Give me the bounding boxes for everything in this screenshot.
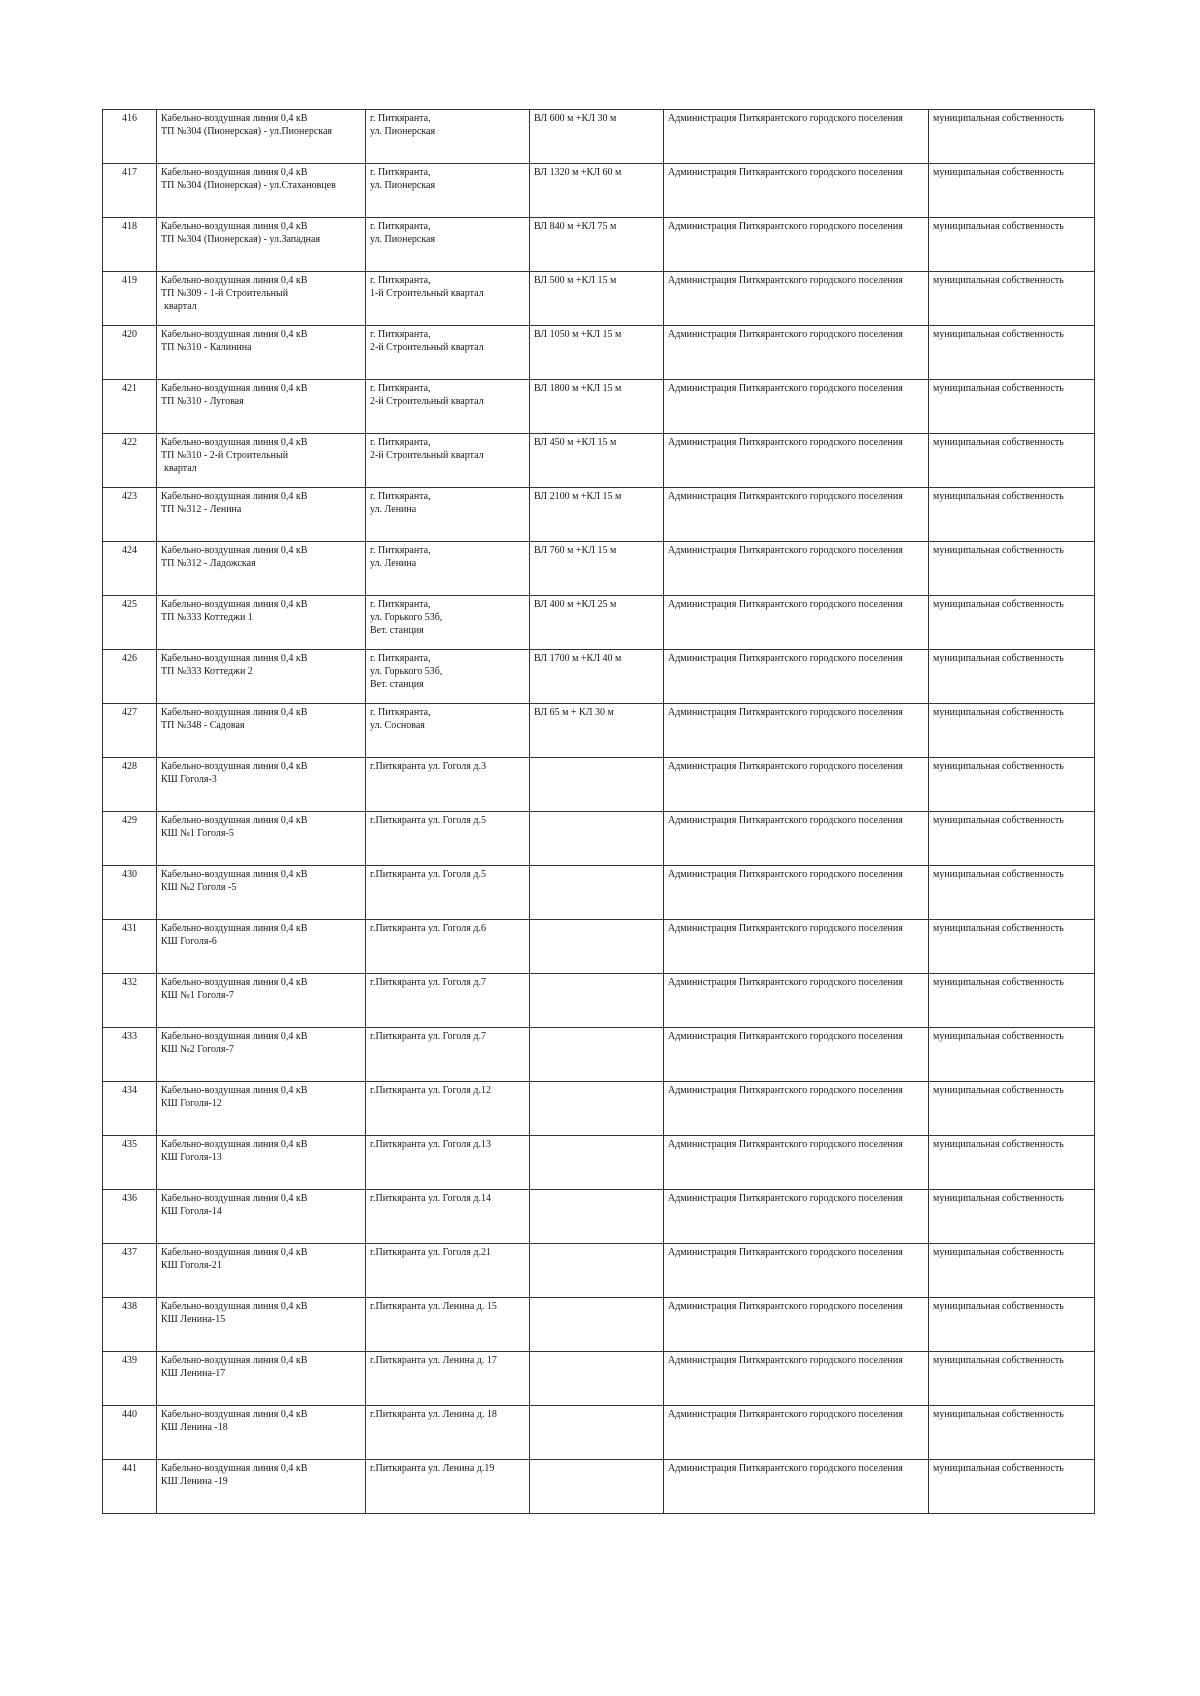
- object-name-line: КШ Ленина -19: [161, 1476, 228, 1487]
- row-number: 430: [103, 866, 157, 920]
- table-row: [103, 1244, 1095, 1298]
- row-number: 432: [103, 974, 157, 1028]
- row-number: 420: [103, 326, 157, 380]
- object-address-line: г.Питкяранта ул. Ленина д. 18: [370, 1409, 497, 1420]
- object-name-line: Кабельно-воздушная линия 0,4 кВ: [161, 707, 308, 718]
- line-length: ВЛ 1320 м +КЛ 60 м: [530, 164, 664, 218]
- ownership-type: муниципальная собственность: [929, 1028, 1095, 1082]
- object-address: [366, 758, 530, 812]
- object-address-line: г. Питкяранта,: [370, 167, 431, 178]
- ownership-type: муниципальная собственность: [929, 488, 1095, 542]
- ownership-type: муниципальная собственность: [929, 974, 1095, 1028]
- object-address: [366, 1352, 530, 1406]
- line-length: [530, 1136, 664, 1190]
- ownership-type: муниципальная собственность: [929, 650, 1095, 704]
- object-address-line: г. Питкяранта,: [370, 275, 431, 286]
- row-number: 439: [103, 1352, 157, 1406]
- row-number: 436: [103, 1190, 157, 1244]
- object-name: [157, 1082, 366, 1136]
- table-row: [103, 164, 1095, 218]
- object-name-line: Кабельно-воздушная линия 0,4 кВ: [161, 1139, 308, 1150]
- ownership-type: муниципальная собственность: [929, 380, 1095, 434]
- object-name: [157, 704, 366, 758]
- object-address-line: ул. Пионерская: [370, 234, 436, 245]
- object-address-line: 2-й Строительный квартал: [370, 396, 484, 407]
- row-number: 424: [103, 542, 157, 596]
- table-row: [103, 218, 1095, 272]
- object-address-line: г. Питкяранта,: [370, 599, 431, 610]
- object-name-line: КШ Гоголя-12: [161, 1098, 222, 1109]
- object-name-line: ТП №310 - Калинина: [161, 342, 252, 353]
- object-address: [366, 488, 530, 542]
- object-address-line: ул. Пионерская: [370, 180, 436, 191]
- object-name-line: ТП №312 - Ленина: [161, 504, 242, 515]
- object-address-line: г.Питкяранта ул. Гоголя д.6: [370, 923, 486, 934]
- rights-holder: Администрация Питкярантского городского поселения: [664, 596, 929, 650]
- object-name-line: ТП №309 - 1-й Строительный: [161, 288, 289, 299]
- line-length: ВЛ 840 м +КЛ 75 м: [530, 218, 664, 272]
- object-address-line: г. Питкяранта,: [370, 221, 431, 232]
- object-name: [157, 488, 366, 542]
- object-name: [157, 866, 366, 920]
- object-address-line: 2-й Строительный квартал: [370, 342, 484, 353]
- rights-holder: Администрация Питкярантского городского поселения: [664, 164, 929, 218]
- object-address: [366, 218, 530, 272]
- row-number: 437: [103, 1244, 157, 1298]
- ownership-type: муниципальная собственность: [929, 1460, 1095, 1514]
- rights-holder: Администрация Питкярантского городского поселения: [664, 1082, 929, 1136]
- row-number: 425: [103, 596, 157, 650]
- object-name: [157, 542, 366, 596]
- table-row: [103, 1136, 1095, 1190]
- rights-holder: Администрация Питкярантского городского поселения: [664, 1298, 929, 1352]
- rights-holder: Администрация Питкярантского городского поселения: [664, 218, 929, 272]
- object-address: [366, 110, 530, 164]
- rights-holder: Администрация Питкярантского городского поселения: [664, 974, 929, 1028]
- object-name: [157, 110, 366, 164]
- object-name-line: КШ Гоголя-21: [161, 1260, 222, 1271]
- rights-holder: Администрация Питкярантского городского поселения: [664, 272, 929, 326]
- line-length: [530, 1352, 664, 1406]
- object-name: [157, 920, 366, 974]
- object-name: [157, 326, 366, 380]
- ownership-type: муниципальная собственность: [929, 596, 1095, 650]
- object-name-line: ТП №310 - Луговая: [161, 396, 244, 407]
- line-length: [530, 1082, 664, 1136]
- object-name-line: Кабельно-воздушная линия 0,4 кВ: [161, 1193, 308, 1204]
- object-name-line: Кабельно-воздушная линия 0,4 кВ: [161, 491, 308, 502]
- line-length: [530, 1244, 664, 1298]
- object-address: [366, 1406, 530, 1460]
- line-length: ВЛ 1700 м +КЛ 40 м: [530, 650, 664, 704]
- object-address: [366, 1298, 530, 1352]
- object-address-line: г.Питкяранта ул. Ленина д. 17: [370, 1355, 497, 1366]
- object-address-line: г.Питкяранта ул. Гоголя д.5: [370, 869, 486, 880]
- ownership-type: муниципальная собственность: [929, 326, 1095, 380]
- object-address: [366, 164, 530, 218]
- object-address: [366, 1190, 530, 1244]
- line-length: [530, 812, 664, 866]
- object-address-line: г.Питкяранта ул. Ленина д.19: [370, 1463, 495, 1474]
- object-name-line: ТП №312 - Ладожская: [161, 558, 256, 569]
- object-name-line: Кабельно-воздушная линия 0,4 кВ: [161, 167, 308, 178]
- object-address-line: 2-й Строительный квартал: [370, 450, 484, 461]
- line-length: ВЛ 400 м +КЛ 25 м: [530, 596, 664, 650]
- object-name: [157, 1190, 366, 1244]
- ownership-type: муниципальная собственность: [929, 272, 1095, 326]
- object-name: [157, 380, 366, 434]
- rights-holder: Администрация Питкярантского городского поселения: [664, 488, 929, 542]
- object-address: [366, 704, 530, 758]
- table-row: [103, 434, 1095, 488]
- line-length: ВЛ 2100 м +КЛ 15 м: [530, 488, 664, 542]
- rights-holder: Администрация Питкярантского городского поселения: [664, 1136, 929, 1190]
- table-row: [103, 1460, 1095, 1514]
- object-name: [157, 974, 366, 1028]
- rights-holder: Администрация Питкярантского городского поселения: [664, 1460, 929, 1514]
- object-name-line: квартал: [164, 463, 197, 474]
- table-row: [103, 920, 1095, 974]
- object-address: [366, 650, 530, 704]
- rights-holder: Администрация Питкярантского городского поселения: [664, 380, 929, 434]
- object-address-line: ул. Сосновая: [370, 720, 425, 731]
- object-name-line: КШ Гоголя-14: [161, 1206, 222, 1217]
- table-row: [103, 1298, 1095, 1352]
- object-name-line: ТП №310 - 2-й Строительный: [161, 450, 289, 461]
- object-name-line: ТП №304 (Пионерская) - ул.Западная: [161, 234, 321, 245]
- object-address: [366, 1136, 530, 1190]
- object-name-line: Кабельно-воздушная линия 0,4 кВ: [161, 329, 308, 340]
- object-address-line: г.Питкяранта ул. Ленина д. 15: [370, 1301, 497, 1312]
- ownership-type: муниципальная собственность: [929, 164, 1095, 218]
- object-address: [366, 1028, 530, 1082]
- object-address-line: Вет. станция: [370, 625, 424, 636]
- object-address: [366, 542, 530, 596]
- object-address: [366, 326, 530, 380]
- ownership-type: муниципальная собственность: [929, 1190, 1095, 1244]
- row-number: 431: [103, 920, 157, 974]
- line-length: ВЛ 760 м +КЛ 15 м: [530, 542, 664, 596]
- object-name-line: ТП №333 Коттеджи 2: [161, 666, 253, 677]
- object-address-line: ул. Горького 53б,: [370, 612, 443, 623]
- object-address-line: г. Питкяранта,: [370, 653, 431, 664]
- object-address-line: г.Питкяранта ул. Гоголя д.14: [370, 1193, 491, 1204]
- object-name: [157, 596, 366, 650]
- line-length: [530, 974, 664, 1028]
- object-name-line: КШ №1 Гоголя-5: [161, 828, 234, 839]
- table-row: [103, 596, 1095, 650]
- rights-holder: Администрация Питкярантского городского поселения: [664, 1244, 929, 1298]
- object-name: [157, 434, 366, 488]
- ownership-type: муниципальная собственность: [929, 1244, 1095, 1298]
- object-address-line: г.Питкяранта ул. Гоголя д.7: [370, 1031, 486, 1042]
- object-name: [157, 758, 366, 812]
- line-length: [530, 1298, 664, 1352]
- ownership-type: муниципальная собственность: [929, 704, 1095, 758]
- line-length: [530, 920, 664, 974]
- object-name-line: Кабельно-воздушная линия 0,4 кВ: [161, 1247, 308, 1258]
- object-name-line: Кабельно-воздушная линия 0,4 кВ: [161, 923, 308, 934]
- object-address-line: г. Питкяранта,: [370, 383, 431, 394]
- ownership-type: муниципальная собственность: [929, 1406, 1095, 1460]
- object-address: [366, 812, 530, 866]
- ownership-type: муниципальная собственность: [929, 1352, 1095, 1406]
- table-row: [103, 380, 1095, 434]
- row-number: 440: [103, 1406, 157, 1460]
- object-name-line: Кабельно-воздушная линия 0,4 кВ: [161, 545, 308, 556]
- ownership-type: муниципальная собственность: [929, 1136, 1095, 1190]
- object-name-line: КШ Гоголя-13: [161, 1152, 222, 1163]
- line-length: [530, 1460, 664, 1514]
- object-name-line: КШ Гоголя-3: [161, 774, 217, 785]
- object-name-line: Кабельно-воздушная линия 0,4 кВ: [161, 653, 308, 664]
- ownership-type: муниципальная собственность: [929, 110, 1095, 164]
- row-number: 427: [103, 704, 157, 758]
- row-number: 426: [103, 650, 157, 704]
- object-name: [157, 272, 366, 326]
- object-name-line: ТП №304 (Пионерская) - ул.Стахановцев: [161, 180, 336, 191]
- object-address-line: г. Питкяранта,: [370, 113, 431, 124]
- row-number: 428: [103, 758, 157, 812]
- object-name: [157, 1460, 366, 1514]
- table-row: [103, 812, 1095, 866]
- object-address-line: Вет. станция: [370, 679, 424, 690]
- object-name-line: КШ Ленина-17: [161, 1368, 226, 1379]
- object-name: [157, 218, 366, 272]
- object-name-line: Кабельно-воздушная линия 0,4 кВ: [161, 815, 308, 826]
- ownership-type: муниципальная собственность: [929, 434, 1095, 488]
- table-row: [103, 1190, 1095, 1244]
- rights-holder: Администрация Питкярантского городского поселения: [664, 1190, 929, 1244]
- row-number: 416: [103, 110, 157, 164]
- object-name-line: Кабельно-воздушная линия 0,4 кВ: [161, 761, 308, 772]
- row-number: 419: [103, 272, 157, 326]
- table-row: [103, 758, 1095, 812]
- object-name: [157, 1136, 366, 1190]
- line-length: ВЛ 65 м + КЛ 30 м: [530, 704, 664, 758]
- row-number: 441: [103, 1460, 157, 1514]
- object-name-line: ТП №304 (Пионерская) - ул.Пионерская: [161, 126, 333, 137]
- object-address-line: г.Питкяранта ул. Гоголя д.21: [370, 1247, 491, 1258]
- table-row: [103, 704, 1095, 758]
- object-address: [366, 1082, 530, 1136]
- object-name-line: Кабельно-воздушная линия 0,4 кВ: [161, 599, 308, 610]
- object-name-line: КШ Ленина-15: [161, 1314, 226, 1325]
- table-row: [103, 650, 1095, 704]
- object-address: [366, 974, 530, 1028]
- object-address: [366, 920, 530, 974]
- object-name: [157, 164, 366, 218]
- object-name-line: Кабельно-воздушная линия 0,4 кВ: [161, 275, 308, 286]
- object-name-line: КШ Ленина -18: [161, 1422, 228, 1433]
- rights-holder: Администрация Питкярантского городского поселения: [664, 812, 929, 866]
- object-name-line: Кабельно-воздушная линия 0,4 кВ: [161, 1355, 308, 1366]
- object-name: [157, 1028, 366, 1082]
- line-length: [530, 1028, 664, 1082]
- table-row: [103, 1406, 1095, 1460]
- object-address-line: г.Питкяранта ул. Гоголя д.7: [370, 977, 486, 988]
- line-length: [530, 1406, 664, 1460]
- object-name-line: Кабельно-воздушная линия 0,4 кВ: [161, 221, 308, 232]
- object-name-line: квартал: [164, 301, 197, 312]
- table-row: [103, 866, 1095, 920]
- row-number: 438: [103, 1298, 157, 1352]
- object-name-line: Кабельно-воздушная линия 0,4 кВ: [161, 437, 308, 448]
- row-number: 417: [103, 164, 157, 218]
- ownership-type: муниципальная собственность: [929, 1298, 1095, 1352]
- rights-holder: Администрация Питкярантского городского поселения: [664, 1406, 929, 1460]
- object-address-line: г. Питкяранта,: [370, 491, 431, 502]
- object-name: [157, 1244, 366, 1298]
- registry-table-body: [103, 110, 1095, 1514]
- object-name-line: Кабельно-воздушная линия 0,4 кВ: [161, 1085, 308, 1096]
- object-address: [366, 866, 530, 920]
- object-address: [366, 1460, 530, 1514]
- object-address-line: ул. Ленина: [370, 558, 417, 569]
- line-length: ВЛ 1800 м +КЛ 15 м: [530, 380, 664, 434]
- rights-holder: Администрация Питкярантского городского поселения: [664, 920, 929, 974]
- line-length: ВЛ 500 м +КЛ 15 м: [530, 272, 664, 326]
- object-address: [366, 272, 530, 326]
- rights-holder: Администрация Питкярантского городского поселения: [664, 1028, 929, 1082]
- line-length: [530, 1190, 664, 1244]
- object-name-line: Кабельно-воздушная линия 0,4 кВ: [161, 383, 308, 394]
- object-name: [157, 1298, 366, 1352]
- object-name-line: КШ №2 Гоголя -5: [161, 882, 237, 893]
- row-number: 423: [103, 488, 157, 542]
- ownership-type: муниципальная собственность: [929, 758, 1095, 812]
- object-address-line: ул. Горького 53б,: [370, 666, 443, 677]
- line-length: ВЛ 600 м +КЛ 30 м: [530, 110, 664, 164]
- object-address-line: ул. Пионерская: [370, 126, 436, 137]
- object-name-line: Кабельно-воздушная линия 0,4 кВ: [161, 977, 308, 988]
- object-address-line: г. Питкяранта,: [370, 329, 431, 340]
- object-address-line: ул. Ленина: [370, 504, 417, 515]
- row-number: 433: [103, 1028, 157, 1082]
- table-row: [103, 542, 1095, 596]
- object-name-line: КШ №2 Гоголя-7: [161, 1044, 234, 1055]
- row-number: 429: [103, 812, 157, 866]
- line-length: [530, 758, 664, 812]
- table-row: [103, 1082, 1095, 1136]
- object-address-line: г. Питкяранта,: [370, 545, 431, 556]
- table-row: [103, 110, 1095, 164]
- object-name: [157, 812, 366, 866]
- ownership-type: муниципальная собственность: [929, 218, 1095, 272]
- object-name: [157, 650, 366, 704]
- table-row: [103, 1352, 1095, 1406]
- line-length: ВЛ 450 м +КЛ 15 м: [530, 434, 664, 488]
- object-name-line: Кабельно-воздушная линия 0,4 кВ: [161, 1409, 308, 1420]
- row-number: 421: [103, 380, 157, 434]
- table-row: [103, 974, 1095, 1028]
- object-address-line: г. Питкяранта,: [370, 437, 431, 448]
- rights-holder: Администрация Питкярантского городского поселения: [664, 1352, 929, 1406]
- object-address-line: г.Питкяранта ул. Гоголя д.13: [370, 1139, 491, 1150]
- object-name-line: Кабельно-воздушная линия 0,4 кВ: [161, 1301, 308, 1312]
- object-name-line: Кабельно-воздушная линия 0,4 кВ: [161, 1031, 308, 1042]
- ownership-type: муниципальная собственность: [929, 542, 1095, 596]
- table-row: [103, 1028, 1095, 1082]
- table-row: [103, 272, 1095, 326]
- rights-holder: Администрация Питкярантского городского поселения: [664, 650, 929, 704]
- table-row: [103, 326, 1095, 380]
- table-row: [103, 488, 1095, 542]
- rights-holder: Администрация Питкярантского городского поселения: [664, 434, 929, 488]
- ownership-type: муниципальная собственность: [929, 1082, 1095, 1136]
- object-address-line: г.Питкяранта ул. Гоголя д.12: [370, 1085, 491, 1096]
- object-address: [366, 1244, 530, 1298]
- ownership-type: муниципальная собственность: [929, 866, 1095, 920]
- object-name: [157, 1352, 366, 1406]
- row-number: 434: [103, 1082, 157, 1136]
- object-name-line: Кабельно-воздушная линия 0,4 кВ: [161, 869, 308, 880]
- line-length: [530, 866, 664, 920]
- ownership-type: муниципальная собственность: [929, 920, 1095, 974]
- line-length: ВЛ 1050 м +КЛ 15 м: [530, 326, 664, 380]
- object-address-line: г. Питкяранта,: [370, 707, 431, 718]
- rights-holder: Администрация Питкярантского городского поселения: [664, 542, 929, 596]
- object-address: [366, 380, 530, 434]
- row-number: 422: [103, 434, 157, 488]
- rights-holder: Администрация Питкярантского городского поселения: [664, 758, 929, 812]
- object-name-line: КШ №1 Гоголя-7: [161, 990, 234, 1001]
- object-name: [157, 1406, 366, 1460]
- object-address: [366, 434, 530, 488]
- rights-holder: Администрация Питкярантского городского поселения: [664, 704, 929, 758]
- object-address-line: г.Питкяранта ул. Гоголя д.3: [370, 761, 486, 772]
- object-address-line: 1-й Строительный квартал: [370, 288, 484, 299]
- rights-holder: Администрация Питкярантского городского поселения: [664, 866, 929, 920]
- object-name-line: Кабельно-воздушная линия 0,4 кВ: [161, 1463, 308, 1474]
- ownership-type: муниципальная собственность: [929, 812, 1095, 866]
- row-number: 435: [103, 1136, 157, 1190]
- rights-holder: Администрация Питкярантского городского поселения: [664, 326, 929, 380]
- row-number: 418: [103, 218, 157, 272]
- object-name-line: Кабельно-воздушная линия 0,4 кВ: [161, 113, 308, 124]
- object-name-line: КШ Гоголя-6: [161, 936, 217, 947]
- object-address: [366, 596, 530, 650]
- object-name-line: ТП №348 - Садовая: [161, 720, 245, 731]
- property-registry-table: [102, 109, 1095, 1514]
- object-address-line: г.Питкяранта ул. Гоголя д.5: [370, 815, 486, 826]
- object-name-line: ТП №333 Коттеджи 1: [161, 612, 253, 623]
- rights-holder: Администрация Питкярантского городского поселения: [664, 110, 929, 164]
